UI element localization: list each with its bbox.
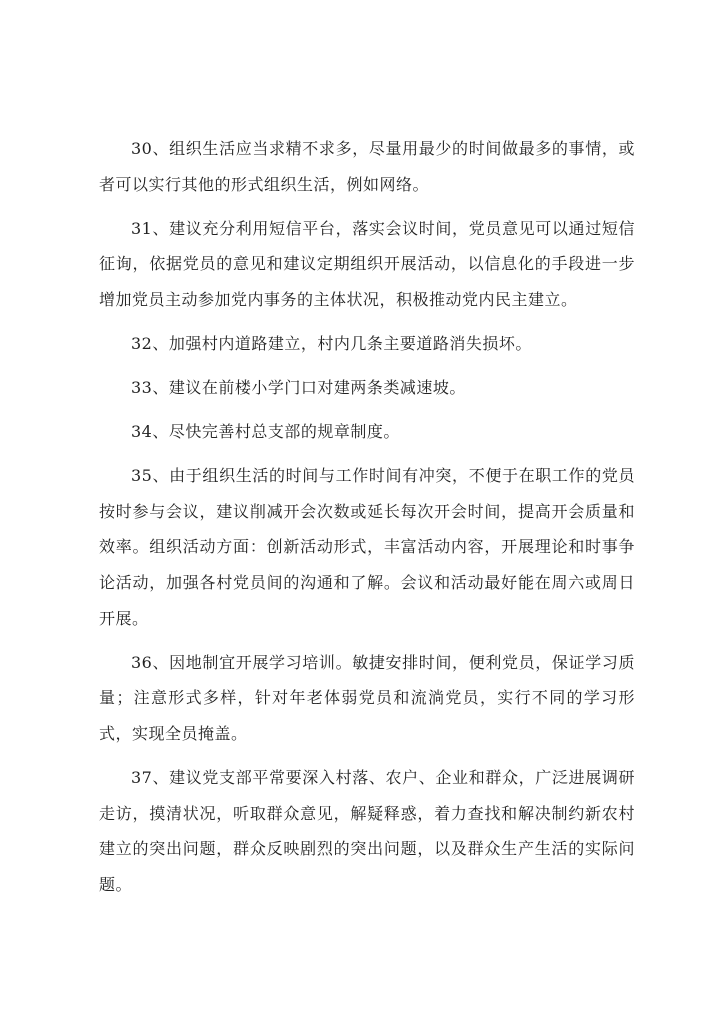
paragraph-33: 33、建议在前楼小学门口对建两条类减速坡。 — [131, 378, 466, 398]
paragraph-30: 30、组织生活应当求精不求多，尽量用最少的时间做最多的事情，或者可以实行其他的形式组织生活，例如网络。 — [99, 139, 635, 194]
paragraph-35: 35、由于组织生活的时间与工作时间有冲突，不便于在职工作的党员按时参与会议，建议削减开会次数或延长每次开会时间，提高开会质量和效率。组织活动方面：创新活动形式，丰富活动内容，开展理论和时事争论活动，加强各村党员间的沟通和了解。会议和活动最好能在周六或周日开展。 — [99, 466, 635, 628]
paragraph-32: 32、加强村内道路建立，村内几条主要道路消失损坏。 — [131, 333, 532, 353]
document-body — [99, 131, 635, 911]
paragraph-34: 34、尽快完善村总支部的规章制度。 — [131, 422, 400, 442]
paragraph-36: 36、因地制宜开展学习培训。敏捷安排时间，便利党员，保证学习质量；注意形式多样，针对年老体弱党员和流淌党员，实行不同的学习形式，实现全员掩盖。 — [99, 652, 635, 743]
paragraph-31: 31、建议充分利用短信平台，落实会议时间，党员意见可以通过短信征询，依据党员的意见和建议定期组织开展活动，以信息化的手段进一步增加党员主动参加党内事务的主体状况，积极推动党内民主建立。 — [99, 218, 635, 309]
paragraph-37: 37、建议党支部平常要深入村落、农户、企业和群众，广泛进展调研走访，摸清状况，听取群众意见，解疑释惑，着力查找和解决制约新农村建立的突出问题，群众反映剧烈的突出问题，以及群众生产生活的实际问题。 — [99, 768, 635, 894]
